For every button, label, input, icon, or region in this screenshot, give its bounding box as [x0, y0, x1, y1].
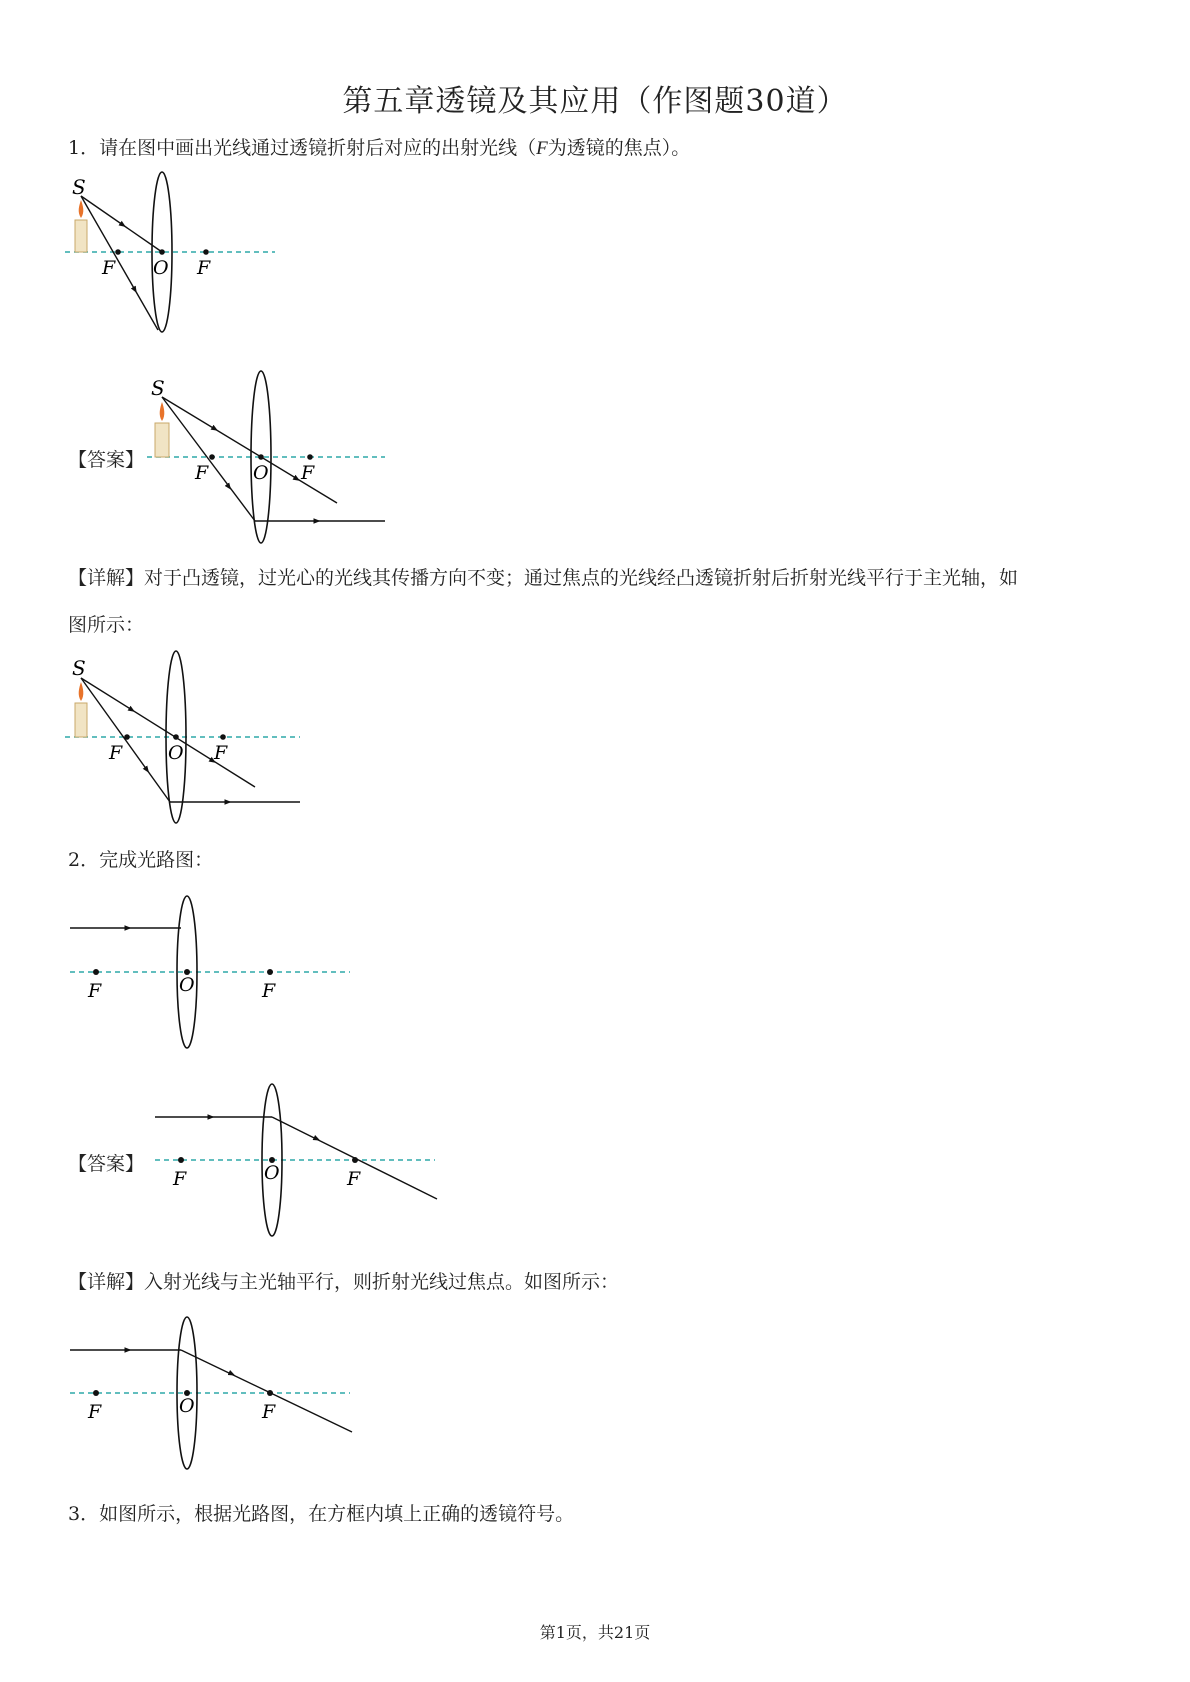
flame-icon [79, 682, 84, 701]
label-f-right: F [262, 980, 276, 1002]
question-2-number: 2． [68, 849, 100, 871]
question-3-text: 如图所示，根据光路图，在方框内填上正确的透镜符号。 [99, 1503, 575, 1525]
focus-point-right [352, 1157, 358, 1163]
q1-detail-figure [60, 650, 310, 830]
optical-center [159, 249, 165, 255]
focus-point-right [307, 454, 313, 460]
label-f-left: F [88, 980, 102, 1002]
question-2 [68, 845, 213, 872]
page-title: 第五章透镜及其应用（作图题30道） [342, 84, 848, 119]
label-o: O [179, 1395, 195, 1417]
label-o: O [179, 974, 195, 996]
label-f-left: F [109, 742, 123, 764]
q1-detail [68, 563, 1018, 590]
detail-label: 【详解】 [68, 1271, 145, 1293]
focus-point-right [267, 969, 273, 975]
q1-figure [60, 170, 300, 340]
optical-center [173, 734, 179, 740]
label-o: O [253, 462, 269, 484]
q2-answer-figure [145, 1075, 445, 1245]
q2-answer-label: 【答案】 [68, 1153, 145, 1175]
focus-point-left [93, 1390, 99, 1396]
label-f-left: F [102, 257, 116, 279]
flame-icon [79, 200, 84, 218]
question-3 [68, 1499, 574, 1526]
label-f-right: F [347, 1168, 361, 1190]
label-f-right: F [214, 742, 228, 764]
focus-point-left [93, 969, 99, 975]
q1-detail-line1: 对于凸透镜，过光心的光线其传播方向不变；通过焦点的光线经凸透镜折射后折射光线平行于主光轴，如 [144, 567, 1019, 589]
page-footer: 第1页，共21页 [539, 1623, 651, 1642]
label-o: O [153, 257, 169, 279]
label-f-right: F [301, 462, 315, 484]
label-f-left: F [173, 1168, 187, 1190]
q2-detail-text: 入射光线与主光轴平行，则折射光线过焦点。如图所示： [144, 1271, 620, 1293]
label-o: O [168, 742, 184, 764]
label-o: O [264, 1162, 280, 1184]
label-s: S [72, 175, 86, 199]
focus-point-left [209, 454, 215, 460]
question-3-number: 3． [68, 1503, 100, 1525]
detail-label: 【详解】 [68, 567, 145, 589]
label-s: S [151, 376, 165, 400]
q2-detail-figure [60, 1310, 360, 1480]
candle-icon [155, 423, 169, 457]
question-1-var: F [536, 138, 548, 159]
label-f-right: F [262, 1401, 276, 1423]
label-f-right: F [197, 257, 211, 279]
question-1-text-a: 请在图中画出光线通过透镜折射后对应的出射光线（ [99, 137, 537, 159]
candle-icon [75, 703, 87, 737]
label-f-left: F [195, 462, 209, 484]
q1-answer-figure [145, 345, 385, 550]
question-2-text: 完成光路图： [99, 849, 214, 871]
q1-answer-label: 【答案】 [68, 449, 145, 471]
focus-point-left [115, 249, 121, 255]
label-s: S [72, 656, 86, 680]
candle-icon [75, 220, 87, 252]
q2-figure [60, 890, 360, 1060]
question-1-number: 1． [68, 137, 100, 159]
question-1-text-b: 为透镜的焦点）。 [547, 137, 691, 159]
focus-point-right [203, 249, 209, 255]
q2-detail [68, 1267, 619, 1294]
optical-center [258, 454, 264, 460]
flame-icon [160, 402, 165, 421]
focus-point-left [124, 734, 130, 740]
focus-point-right [220, 734, 226, 740]
label-f-left: F [88, 1401, 102, 1423]
question-1 [68, 133, 690, 160]
focus-point-right [267, 1390, 273, 1396]
q1-detail-line2: 图所示： [68, 614, 145, 636]
focus-point-left [178, 1157, 184, 1163]
